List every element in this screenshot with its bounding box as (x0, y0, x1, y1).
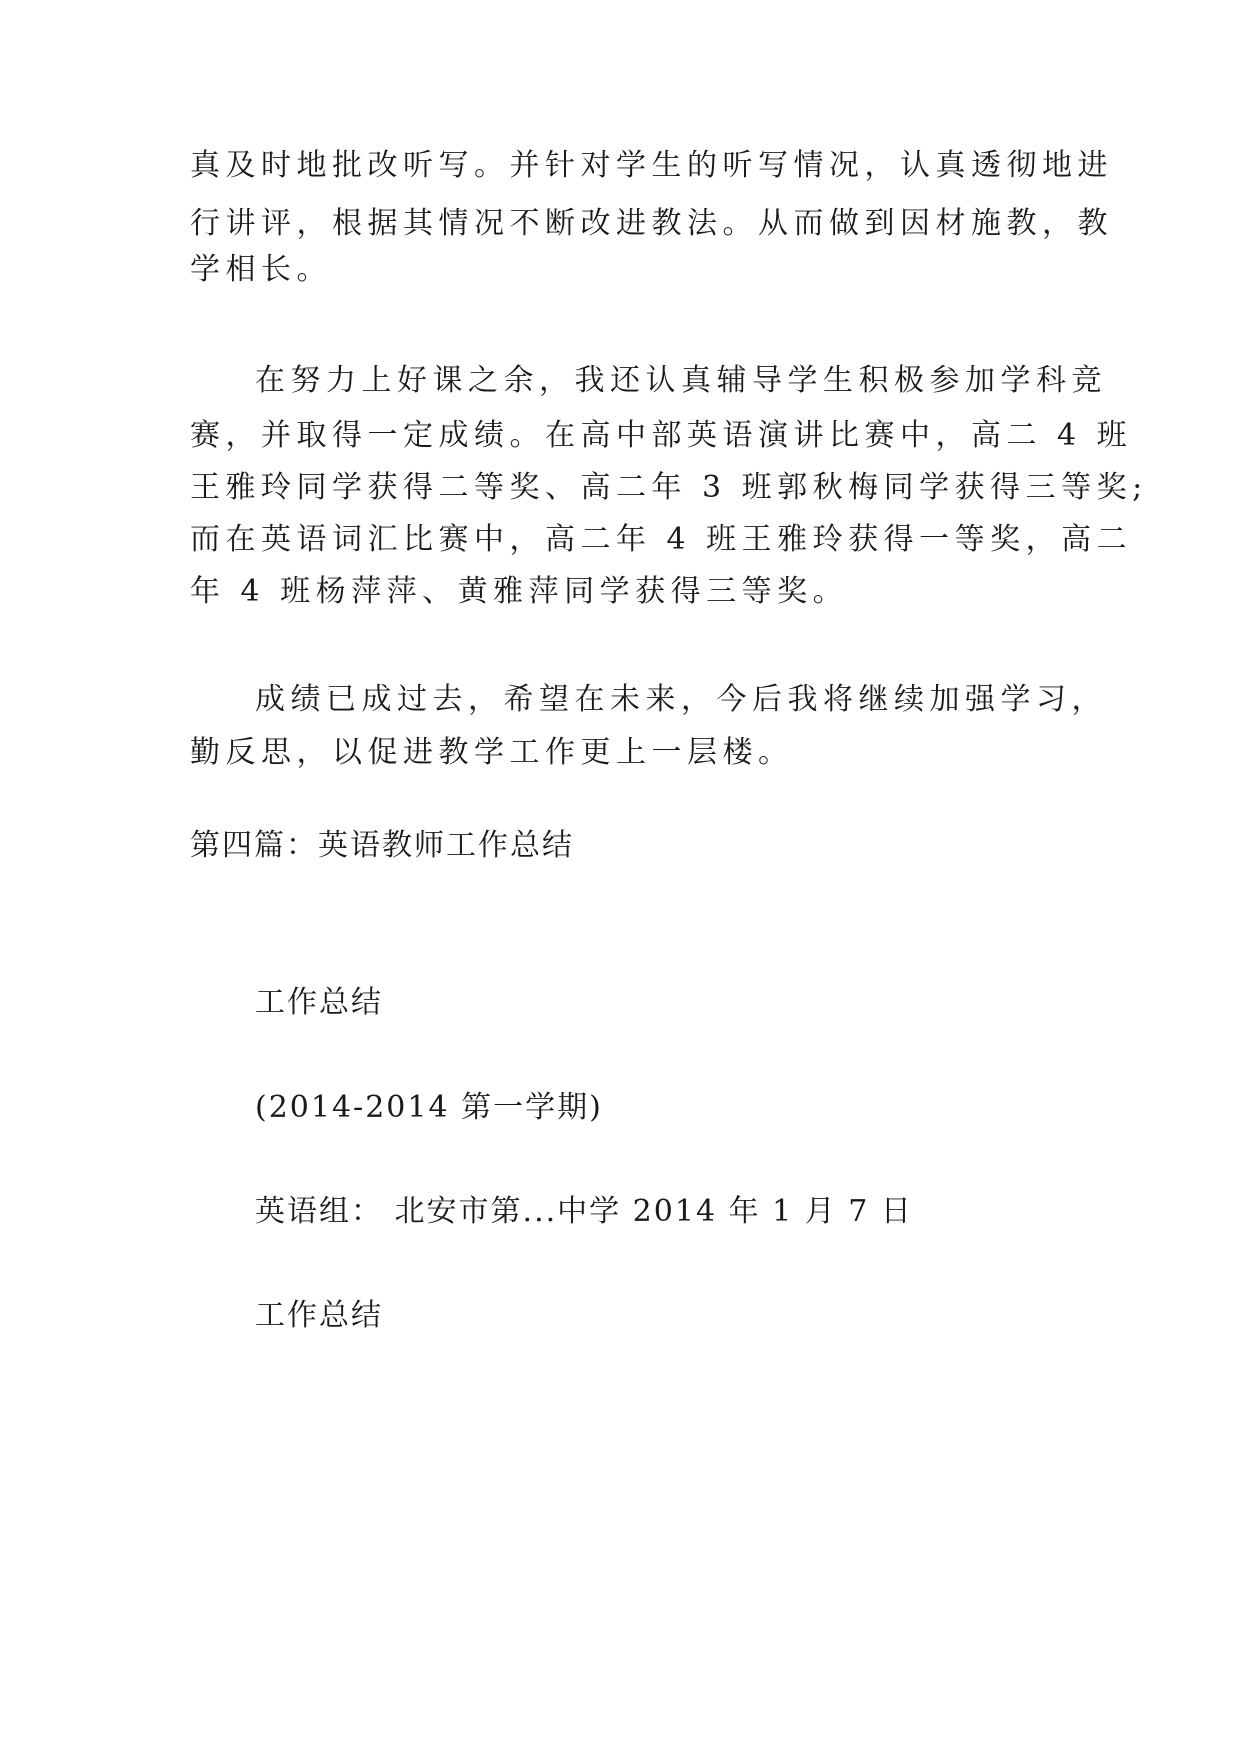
paragraph-2-line-1: 在努力上好课之余，我还认真辅导学生积极参加学科竞 (255, 363, 1107, 398)
paragraph-1-line-2: 行讲评，根据其情况不断改进教法。从而做到因材施教，教 (190, 206, 1113, 241)
term-line: (2014-2014 第一学期) (255, 1090, 603, 1125)
paragraph-3-line-1: 成绩已成过去，希望在未来，今后我将继续加强学习， (255, 682, 1107, 717)
paragraph-1-line-3: 学相长。 (190, 252, 332, 287)
section-heading: 第四篇：英语教师工作总结 (190, 828, 574, 863)
paragraph-2-line-2: 赛，并取得一定成绩。在高中部英语演讲比赛中，高二 4 班 (190, 418, 1133, 453)
sub-title-1: 工作总结 (255, 985, 383, 1020)
sub-title-2: 工作总结 (255, 1298, 383, 1333)
paragraph-2-line-5: 年 4 班杨萍萍、黄雅萍同学获得三等奖。 (190, 574, 849, 609)
paragraph-2-line-4: 而在英语词汇比赛中，高二年 4 班王雅玲获得一等奖，高二 (190, 522, 1133, 557)
paragraph-2-line-3: 王雅玲同学获得二等奖、高二年 3 班郭秋梅同学获得三等奖; (190, 470, 1148, 505)
paragraph-1-line-1: 真及时地批改听写。并针对学生的听写情况，认真透彻地进 (190, 148, 1113, 183)
group-date-line: 英语组： 北安市第...中学 2014 年 1 月 7 日 (255, 1194, 913, 1229)
paragraph-3-line-2: 勤反思，以促进教学工作更上一层楼。 (190, 735, 794, 770)
